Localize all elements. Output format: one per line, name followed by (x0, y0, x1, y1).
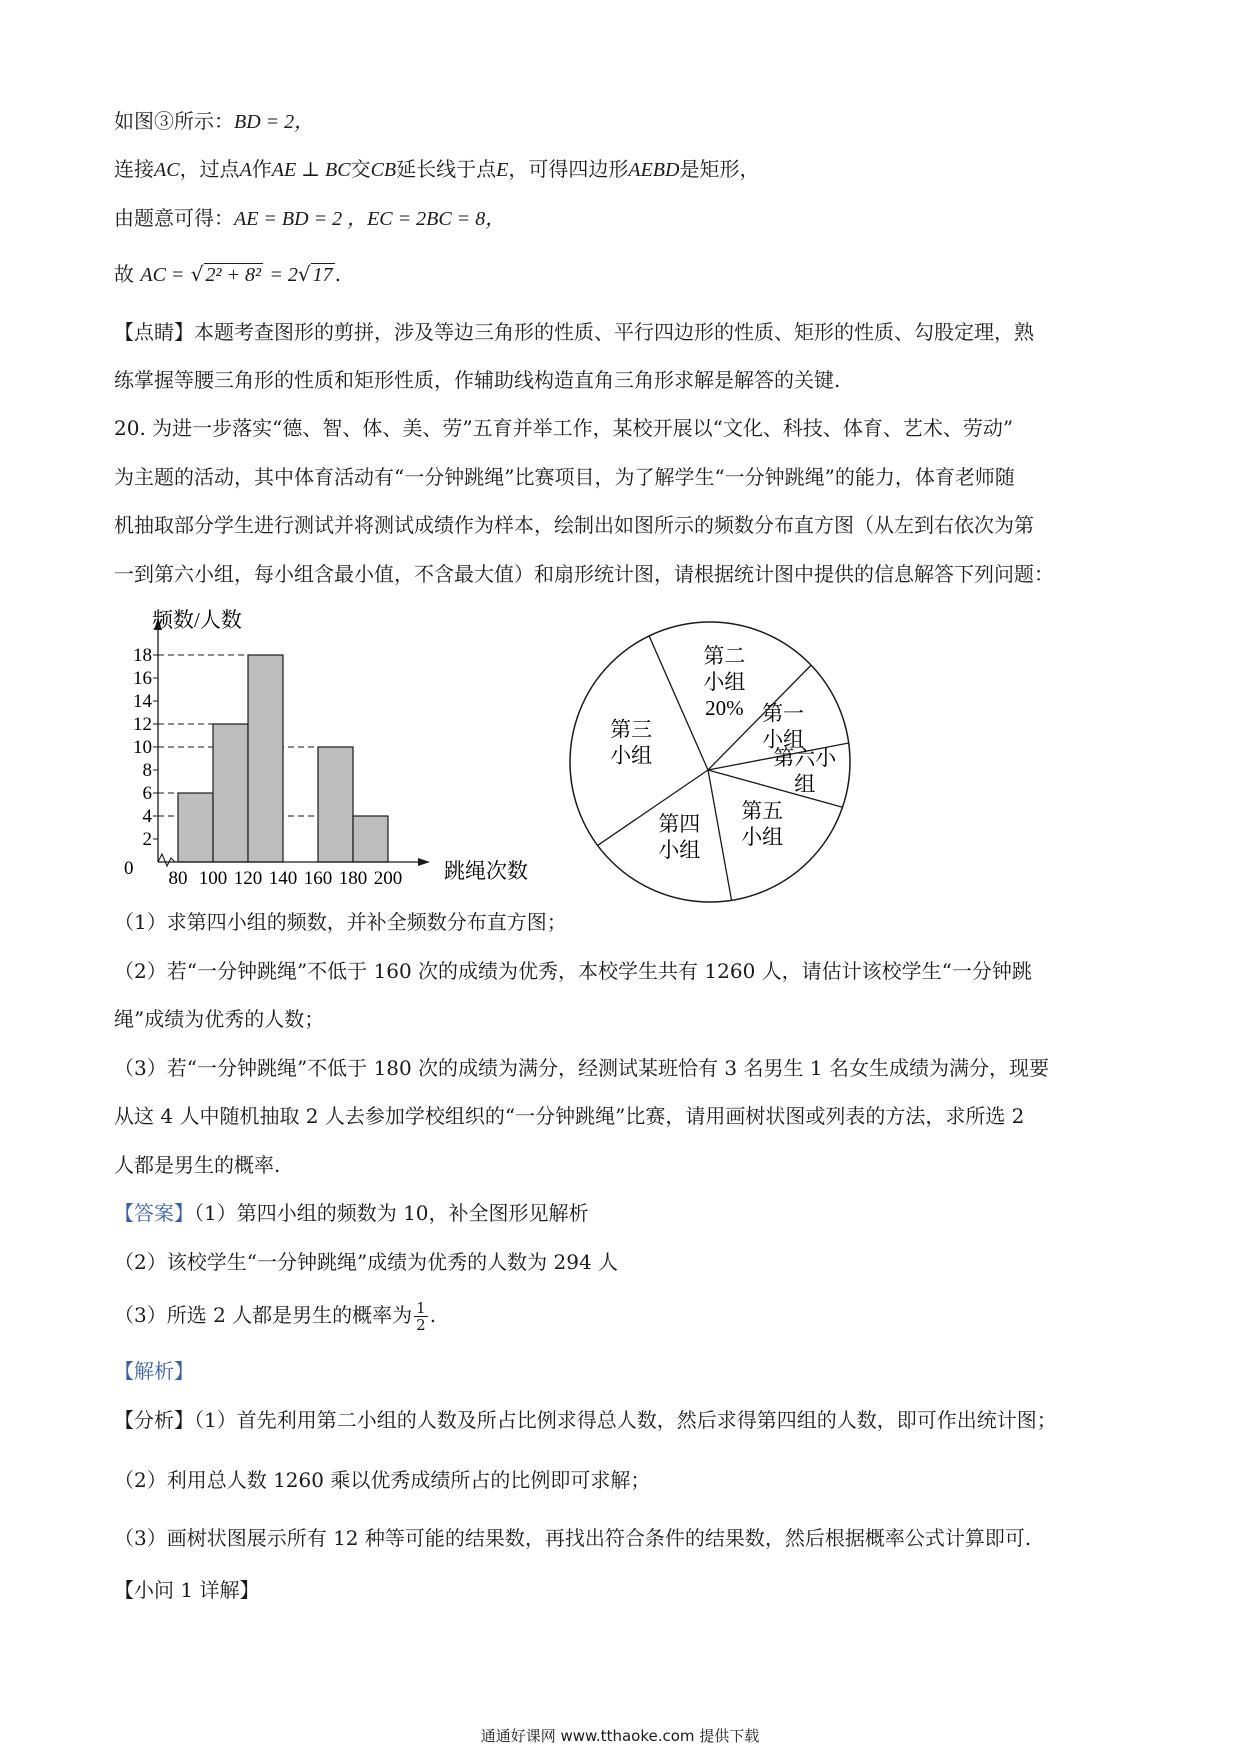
pie-slice-label: 第六小组 (773, 746, 837, 797)
y-tick-label: 0 (124, 858, 134, 879)
analysis-line-2: （2）利用总人数 1260 乘以优秀成绩所占的比例即可求解； (114, 1468, 651, 1492)
math: E (496, 159, 509, 181)
histogram-bars (178, 655, 388, 862)
fraction (414, 1300, 428, 1333)
question-20-line-1: 20. 为进一步落实“德、智、体、美、劳”五育并举工作，某校开展以“文化、科技、体育、艺术、劳动” (114, 416, 1014, 440)
y-tick-label: 6 (142, 783, 152, 804)
answer-text: （3）所选 2 人都是男生的概率为 (114, 1303, 413, 1327)
line-1 (114, 107, 314, 136)
line-2 (114, 155, 759, 184)
x-axis-arrow (418, 858, 430, 866)
radicand: 2² + 8² (205, 264, 262, 286)
sqrt-expression: √ 2² + 8² (190, 262, 262, 286)
analysis-line-3: （3）画树状图展示所有 12 种等可能的结果数，再找出符合条件的结果数，然后根据概率公式计算即可. (114, 1526, 1032, 1550)
pie-slice-border (649, 636, 708, 770)
math: AE = BD = 2 ，EC = 2BC = 8， (234, 208, 506, 230)
sub-question-3-line-1: （3）若“一分钟跳绳”不低于 180 次的成绩为满分，经测试某班恰有 3 名男生 1 名女生成绩为满分，现要 (114, 1056, 1049, 1080)
sub-question-2-line-2: 绳”成绩为优秀的人数； (114, 1007, 325, 1031)
sub-question-1: （1）求第四小组的频数，并补全频数分布直方图； (114, 910, 567, 934)
axis-break (158, 854, 178, 866)
pie-slice-label: 第四小组 (658, 812, 701, 863)
text: ，过点 (179, 157, 240, 181)
x-tick-label: 200 (373, 868, 403, 889)
dianjing-line-1: 【点睛】本题考查图形的剪拼，涉及等边三角形的性质、平行四边形的性质、矩形的性质、勾股定理，熟 (114, 320, 1034, 344)
pie-slice-border (708, 770, 732, 900)
answer-line-3 (114, 1300, 436, 1333)
text: 连接 (114, 157, 154, 181)
denominator: 2 (416, 1316, 426, 1334)
histogram-bar (248, 655, 283, 862)
dianjing-line-2: 练掌握等腰三角形的性质和矩形性质，作辅助线构造直角三角形求解是解答的关键. (114, 368, 841, 392)
analysis-line-1: 【分析】（1）首先利用第二小组的人数及所占比例求得总人数，然后求得第四组的人数，即可作出统计图； (114, 1408, 1057, 1432)
text: 作 (251, 157, 272, 181)
sub-question-2-line-1: （2）若“一分钟跳绳”不低于 160 次的成绩为优秀，本校学生共有 1260 人，请估计该校学生“一分钟跳 (114, 959, 1032, 983)
sub-question-3-line-2: 从这 4 人中随机抽取 2 人去参加学校组织的“一分钟跳绳”比赛，请用画树状图或列表的方法，求所选 2 (114, 1104, 1025, 1128)
answer-tag: 【答案】 (114, 1201, 194, 1225)
x-tick-label: 160 (303, 868, 333, 889)
text: 是矩形， (679, 157, 760, 181)
math: AC (154, 159, 180, 181)
math: AE ⊥ BC (271, 159, 351, 181)
text: ，可得四边形 (508, 157, 629, 181)
sqrt-expression-2: √ 17 (297, 262, 333, 286)
math: CB (370, 159, 397, 181)
question-20-line-2: 为主题的活动，其中体育活动有“一分钟跳绳”比赛项目，为了解学生“一分钟跳绳”的能力，体育老师随 (114, 465, 1015, 489)
histogram-bar (178, 793, 213, 862)
x-tick-label: 180 (338, 868, 368, 889)
y-tick-label: 14 (133, 691, 152, 712)
histogram-y-label: 频数/人数 (152, 608, 242, 632)
sub-question-1-detail-heading: 【小问 1 详解】 (114, 1578, 260, 1602)
math: AC = (140, 264, 185, 286)
pie-chart (560, 612, 860, 912)
x-tick-label: 80 (168, 868, 188, 889)
frequency-histogram (110, 600, 550, 890)
answer-line-2: （2）该校学生“一分钟跳绳”成绩为优秀的人数为 294 人 (114, 1250, 619, 1274)
text: 如图③所示： (114, 109, 234, 133)
page-footer: 通通好课网 www.tthaoke.com 提供下载 (480, 1727, 760, 1745)
math: A (239, 159, 252, 181)
numerator: 1 (416, 1299, 426, 1317)
histogram-bar (318, 747, 353, 862)
math: = 2 (269, 264, 298, 286)
histogram-bar (353, 816, 388, 862)
line-3 (114, 204, 505, 233)
y-tick-label: 2 (142, 829, 152, 850)
y-tick-label: 18 (133, 645, 152, 666)
y-tick-label: 8 (142, 760, 152, 781)
x-tick-label: 120 (233, 868, 263, 889)
jiexi-heading: 【解析】 (114, 1359, 194, 1383)
x-tick-label: 100 (198, 868, 228, 889)
question-20-line-4: 一到第六小组，每小组含最小值，不含最大值）和扇形统计图，请根据统计图中提供的信息解答下列问题： (114, 562, 1054, 586)
pie-slice-label: 第二小组 20% (703, 644, 746, 721)
answer-text: （1）第四小组的频数为 10，补全图形见解析 (194, 1201, 589, 1225)
histogram-y-ticks (124, 645, 158, 879)
y-tick-label: 16 (133, 668, 152, 689)
histogram-x-ticks (169, 868, 403, 889)
pie-slice-label: 第五小组 (741, 799, 784, 850)
text: . (429, 1303, 437, 1327)
radicand: 17 (312, 264, 333, 286)
histogram-x-label: 跳绳次数 (444, 859, 528, 883)
text: 交 (350, 157, 371, 181)
math: BD = 2， (234, 111, 315, 133)
question-20-line-3: 机抽取部分学生进行测试并将测试成绩作为样本，绘制出如图所示的频数分布直方图（从左到右依次为第 (114, 513, 1034, 537)
text: . (334, 262, 341, 286)
sub-question-3-line-3: 人都是男生的概率. (114, 1153, 281, 1177)
text: 故 (114, 262, 134, 286)
line-4 (114, 260, 341, 289)
text: 延长线于点 (396, 157, 497, 181)
pie-slice-label: 第一小组 (762, 701, 805, 752)
y-tick-label: 12 (133, 714, 152, 735)
answer-line-1 (114, 1199, 589, 1227)
math: AEBD (628, 159, 680, 181)
y-tick-label: 10 (133, 737, 152, 758)
text: 由题意可得： (114, 206, 234, 230)
histogram-bar (213, 724, 248, 862)
pie-slice-label: 第三小组 (610, 717, 653, 768)
y-tick-label: 4 (142, 806, 152, 827)
x-tick-label: 140 (268, 868, 298, 889)
